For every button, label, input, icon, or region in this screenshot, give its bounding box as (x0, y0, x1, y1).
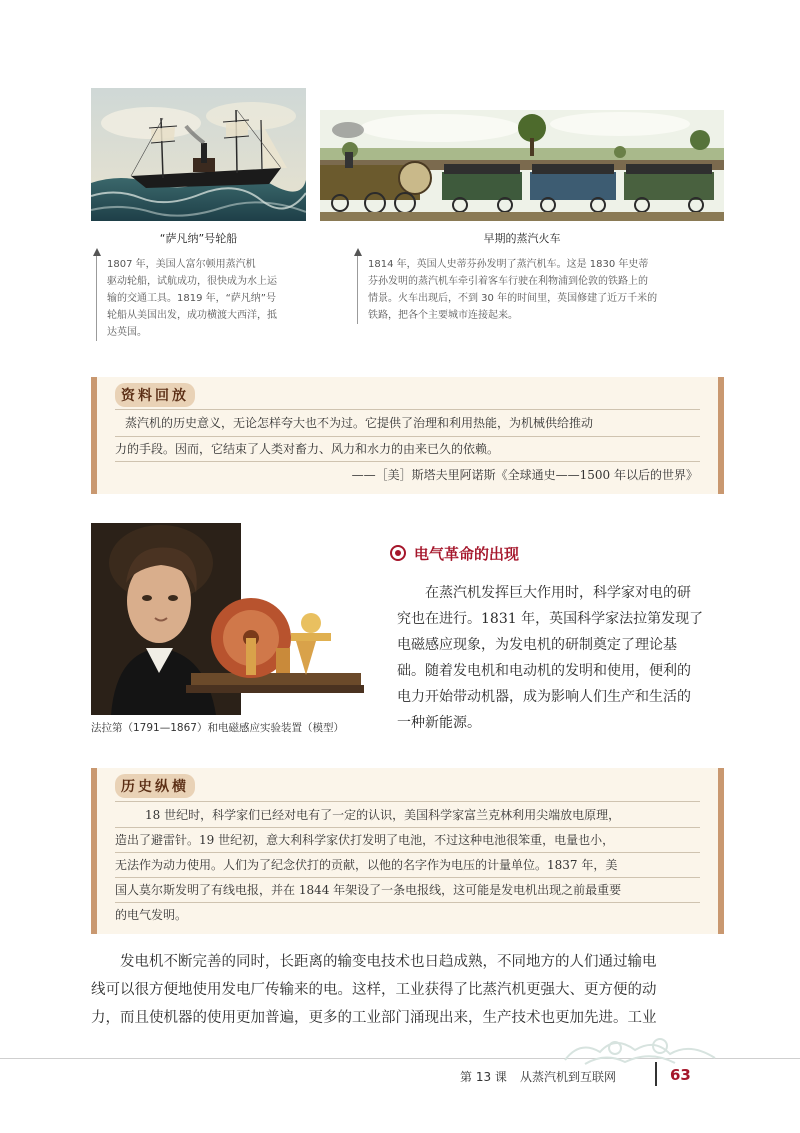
box-line: 18 世纪时，科学家们已经对电有了一定的认识，美国科学家富兰克林利用尖端放电原理， (145, 808, 621, 822)
ship-note-line: 驱动轮船，试航成功，很快成为水上运 (107, 276, 277, 287)
paragraph-line: 在蒸汽机发挥巨大作用时，科学家对电的研 (425, 585, 691, 601)
box-title: 资料回放 (115, 383, 195, 407)
divider (115, 409, 700, 410)
faraday-caption: 法拉第（1791—1867）和电磁感应实验装置（模型） (91, 722, 344, 734)
box-title: 历史纵横 (115, 774, 195, 798)
caption-pointer-icon (354, 248, 362, 256)
steam-train-illustration (320, 110, 724, 221)
ship-illustration (91, 88, 306, 221)
paragraph-line: 电力开始带动机器，成为影响人们生产和生活的 (397, 689, 691, 705)
ship-caption: “萨凡纳”号轮船 (159, 232, 238, 245)
bullseye-icon (390, 545, 406, 561)
footer-lesson: 第 13 课 (460, 1070, 507, 1084)
train-note (357, 256, 730, 324)
ship-note-line: 轮船从美国出发，成功横渡大西洋，抵 (107, 310, 277, 321)
paragraph-line: 究也在进行。1831 年，英国科学家法拉第发现了 (397, 611, 704, 627)
ship-note-line: 1807 年，美国人富尔顿用蒸汽机 (107, 259, 256, 270)
box-line: 国人莫尔斯发明了有线电报，并在 1844 年架设了一条电报线，这可能是发电机出现之前最重要 (115, 883, 622, 897)
box-line: 力的手段。因而，它结束了人类对畜力、风力和水力的由来已久的依赖。 (115, 442, 500, 456)
quote-source: ——［美］斯塔夫里阿诺斯《全球通史——1500 年以后的世界》 (351, 468, 698, 482)
footer-divider (655, 1062, 657, 1086)
ship-note-line: 输的交通工具。1819 年，“萨凡纳”号 (107, 293, 276, 304)
ship-note (96, 256, 322, 341)
section-paragraph (397, 580, 723, 736)
box-line: 造出了避雷针。19 世纪初，意大利科学家伏打发明了电池，不过这种电池很笨重，电量也小， (115, 833, 615, 847)
source-review-box (91, 377, 724, 494)
box-line: 蒸汽机的历史意义，无论怎样夸大也不为过。它提供了治理和利用热能，为机械供给推动 (125, 416, 594, 430)
box-line: 无法作为动力使用。人们为了纪念伏打的贡献，以他的名字作为电压的计量单位。1837 年，美 (115, 858, 618, 872)
box-line: 的电气发明。 (115, 908, 188, 922)
train-note-line: 芬孙发明的蒸汽机车牵引着客车行驶在利物浦到伦敦的铁路上的 (368, 276, 648, 287)
train-note-line: 1814 年，英国人史蒂芬孙发明了蒸汽机车。这是 1830 年史蒂 (368, 259, 649, 270)
ship-note-line: 达英国。 (107, 327, 147, 338)
paragraph-line: 电磁感应现象，为发电机的研制奠定了理论基 (397, 637, 677, 653)
section-heading-text: 电气革命的出现 (414, 545, 520, 563)
section-heading (390, 543, 519, 564)
paragraph-line: 力，而且使机器的使用更加普遍，更多的工业部门涌现出来，生产技术也更加先进。工业 (91, 1010, 657, 1026)
train-note-line: 情景。火车出现后，不到 30 年的时间里，英国修建了近万千米的 (368, 293, 658, 304)
paragraph-line: 一种新能源。 (397, 715, 481, 731)
train-note-line: 铁路，把各个主要城市连接起来。 (368, 310, 518, 321)
page-number: 63 (670, 1066, 691, 1084)
paragraph-line: 发电机不断完善的同时，长距离的输变电技术也日趋成熟，不同地方的人们通过输电 (120, 954, 657, 970)
body-paragraph (91, 948, 723, 1032)
paragraph-line: 础。随着发电机和电动机的发明和使用，便利的 (397, 663, 691, 679)
history-overview-box (91, 768, 724, 934)
paragraph-line: 线可以很方便地使用发电厂传输来的电。这样，工业获得了比蒸汽机更强大、更方便的动 (91, 982, 657, 998)
footer-lesson-title: 从蒸汽机到互联网 (520, 1070, 617, 1084)
train-caption: 早期的蒸汽火车 (483, 232, 561, 245)
divider (115, 801, 700, 802)
cloud-ornament-icon (555, 1030, 725, 1070)
faraday-portrait (91, 523, 366, 715)
caption-pointer-icon (93, 248, 101, 256)
